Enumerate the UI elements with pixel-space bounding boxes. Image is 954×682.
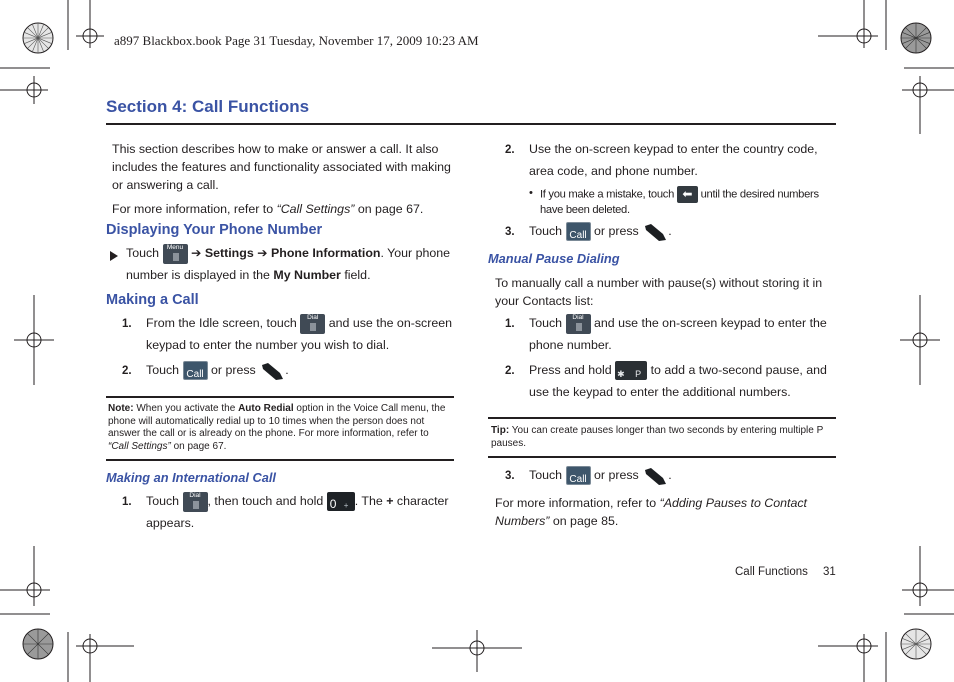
dial-key-icon: [300, 314, 325, 334]
pause-tip: [491, 425, 831, 450]
menu-key-icon: [163, 244, 188, 264]
zero-key-label: 0: [329, 497, 337, 512]
call-key-label: Call: [186, 369, 204, 381]
star-p-label: ✱ P: [617, 369, 646, 380]
menu-key-label: Menu: [166, 243, 184, 251]
registration-target-icon: [0, 542, 140, 682]
tip-rule-bottom: [488, 456, 836, 458]
display-phone-number-heading: Displaying Your Phone Number: [106, 222, 323, 238]
footer-page-number: 31: [823, 566, 836, 578]
making-step-2-text: [146, 359, 456, 382]
crop-mark-bottom-right: [814, 542, 954, 682]
pause-step-3-text: [529, 464, 839, 487]
display-step-after: . Your phone number is displayed in the: [126, 246, 451, 282]
pause-step-2-number: 2.: [505, 365, 515, 377]
making-step-1-text: [146, 312, 456, 356]
note-ref: “Call Settings”: [108, 440, 171, 452]
call-key-icon: [566, 222, 591, 241]
pause-step-3-before: Touch: [529, 468, 563, 482]
dial-key-label: Dial: [189, 491, 201, 499]
more-info-settings: [112, 200, 457, 218]
backspace-key-icon: [677, 186, 698, 203]
pause-step-1-before: Touch: [529, 316, 563, 330]
bullet-after: until the desired numbers have been deleted.: [540, 188, 819, 216]
bullet-dot: •: [529, 187, 533, 199]
registration-target-icon: [0, 295, 60, 385]
call-key-label: Call: [569, 230, 587, 242]
send-key-icon: [642, 221, 668, 243]
making-a-call-heading: Making a Call: [106, 292, 199, 308]
making-step-2-middle: or press: [210, 363, 256, 377]
note-rule-top: [106, 396, 454, 398]
dial-key-icon: [183, 492, 208, 512]
intl-step-2-text: Use the on-screen keypad to enter the country code, area code, and phone number.: [529, 142, 818, 178]
display-phone-number-step: [126, 242, 456, 286]
call-key-icon: [183, 361, 208, 380]
making-step-2-number: 2.: [122, 365, 132, 377]
plus-character: +: [386, 494, 394, 508]
making-step-1-after: and use the on-screen keypad to enter the number you wish to dial.: [146, 316, 453, 352]
more-pauses-suffix: on page 85.: [549, 514, 619, 528]
more-pauses-ref: “Adding Pauses to Contact Numbers”: [495, 496, 807, 528]
call-key-icon: [566, 466, 591, 485]
pause-step-2-text: [529, 359, 839, 403]
pause-step-1-number: 1.: [505, 318, 515, 330]
crop-mark-bottom-center: [432, 622, 522, 682]
intl-step-3-before: Touch: [529, 224, 563, 238]
crop-mark-mid-right: [894, 295, 954, 385]
more-info-pauses: [495, 494, 835, 530]
intl-after: . The: [354, 494, 387, 508]
mistake-bullet: [540, 186, 838, 219]
dial-key-icon: [566, 314, 591, 334]
manual-pause-intro: To manually call a number with pause(s) without storing it in your Contacts list:: [495, 276, 823, 308]
making-step-2-before: Touch: [146, 363, 180, 377]
bullet-before: If you make a mistake, touch: [540, 188, 674, 201]
section-title: Section 4: Call Functions: [106, 97, 310, 116]
crop-mark-top-right: [814, 0, 954, 140]
pause-step-3-number: 3.: [505, 470, 515, 482]
pause-step-2-before: Press and hold: [529, 363, 612, 377]
crop-mark-mid-left: [0, 295, 60, 385]
note-bold: Auto Redial: [238, 403, 294, 414]
intl-touch: Touch: [146, 494, 180, 508]
note-rule-bottom: [106, 459, 454, 461]
registration-target-icon: [432, 622, 522, 682]
note-after: option in the Voice Call menu, the phone will automatically redial up to 10 times when the person does not answer the call or is already on the phone. For more information, refer to: [108, 403, 446, 439]
phone-information-label: Phone Information: [271, 246, 381, 260]
intl-step-3-middle: or press: [593, 224, 639, 238]
tip-rule-top: [488, 417, 836, 419]
send-key-icon: [259, 360, 285, 382]
settings-label: Settings: [204, 246, 254, 260]
pause-step-3-end: .: [668, 468, 672, 482]
backspace-glyph: ⬅: [682, 187, 693, 201]
arrow-glyph: ➔: [190, 246, 202, 260]
making-step-2-end: .: [285, 363, 289, 377]
intl-step-3-number: 3.: [505, 226, 515, 238]
triangle-bullet-icon: [109, 249, 119, 261]
running-header: a897 Blackbox.book Page 31 Tuesday, November 17, 2009 10:23 AM: [114, 33, 479, 48]
intl-step-3-text: [529, 220, 839, 243]
send-key-icon: [642, 465, 668, 487]
note-before: When you activate the: [133, 403, 239, 414]
intl-step-1-number: 1.: [122, 496, 132, 508]
registration-target-icon: [814, 0, 954, 140]
more-pauses-prefix: For more information, refer to: [495, 496, 660, 510]
zero-plus-key-icon: [327, 492, 355, 511]
making-step-1-number: 1.: [122, 318, 132, 330]
crop-mark-bottom-left: [0, 542, 140, 682]
registration-target-icon: [0, 0, 140, 140]
intl-middle: , then touch and hold: [207, 494, 324, 508]
intro-paragraph: This section describes how to make or answer a call. It also includes the features and functionality associated with making or answering a call.: [112, 142, 451, 192]
display-step-end: field.: [340, 268, 371, 282]
pause-step-2-after: to add a two-second pause, and use the keypad to enter the additional numbers.: [529, 363, 827, 399]
star-p-key-icon: [615, 361, 647, 380]
tip-text: You can create pauses longer than two seconds by entering multiple P pauses.: [491, 425, 824, 449]
registration-target-icon: [894, 295, 954, 385]
international-call-heading: Making an International Call: [106, 470, 276, 485]
call-key-label: Call: [569, 474, 587, 486]
arrow-glyph: ➔: [257, 246, 268, 260]
registration-target-icon: [814, 542, 954, 682]
plus-key-label: +: [343, 501, 349, 511]
pause-step-3-middle: or press: [593, 468, 639, 482]
intl-end: character appears.: [146, 494, 449, 530]
dial-key-label: Dial: [307, 313, 319, 321]
title-rule: [106, 123, 836, 125]
manual-pause-heading: Manual Pause Dialing: [488, 251, 620, 266]
more-info-ref: “Call Settings”: [276, 202, 355, 216]
pause-step-1-text: [529, 312, 839, 356]
more-info-suffix: on page 67.: [354, 202, 424, 216]
intl-step-3-end: .: [668, 224, 672, 238]
dial-key-label: Dial: [572, 313, 584, 321]
touch-text: Touch: [126, 246, 160, 260]
tip-label: Tip:: [491, 425, 510, 436]
intl-step-1-text: [146, 490, 456, 534]
note-label: Note:: [108, 403, 134, 414]
making-step-1-before: From the Idle screen, touch: [146, 316, 297, 330]
footer-section-label: Call Functions: [735, 566, 808, 578]
note-end: on page 67.: [170, 440, 227, 452]
intl-step-2-number: 2.: [505, 144, 515, 156]
my-number-label: My Number: [273, 268, 341, 282]
auto-redial-note: [108, 403, 448, 453]
crop-mark-top-left: [0, 0, 140, 140]
pause-step-1-after: and use the on-screen keypad to enter the phone number.: [529, 316, 827, 352]
more-info-prefix: For more information, refer to: [112, 202, 277, 216]
